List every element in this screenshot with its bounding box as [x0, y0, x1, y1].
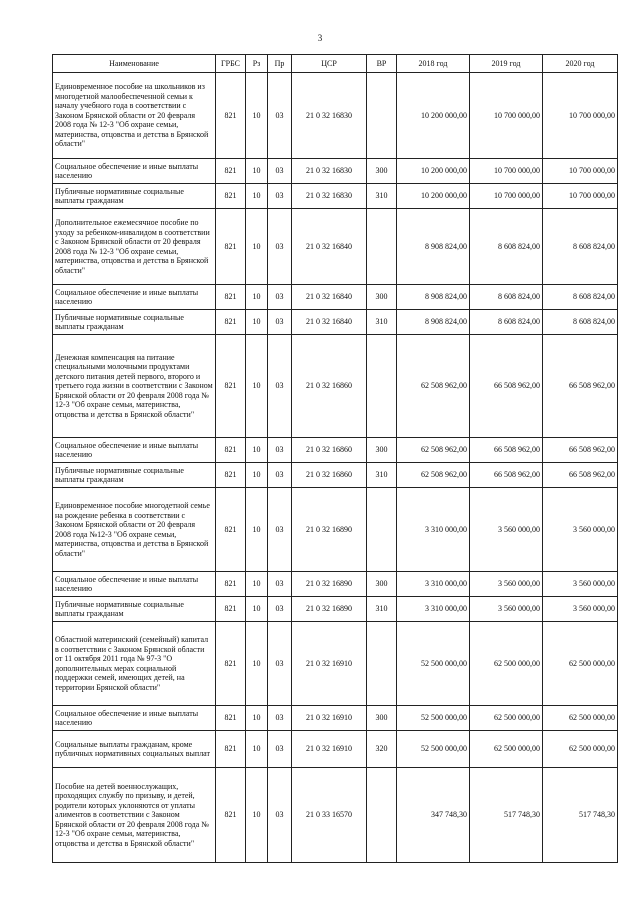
row-2018: 10 200 000,00 [397, 159, 470, 184]
row-name: Денежная компенсация на питание специальными молочными продуктами детского питания детей первого, второго и третьего года жизни в соответствии с Законом Брянской области от 20 февраля 2008 года № 12-3 "Об охране семьи, материнства, отцовства и детства в Брянской области" [53, 335, 216, 438]
row-rz: 10 [246, 597, 268, 622]
header-csr: ЦСР [292, 55, 367, 73]
row-csr: 21 0 32 16890 [292, 488, 367, 572]
row-grbs: 821 [216, 438, 246, 463]
row-grbs: 821 [216, 73, 246, 159]
row-grbs: 821 [216, 209, 246, 285]
row-pr: 03 [268, 310, 292, 335]
row-2020: 8 608 824,00 [543, 285, 618, 310]
row-2020: 3 560 000,00 [543, 572, 618, 597]
row-2018: 62 508 962,00 [397, 463, 470, 488]
row-rz: 10 [246, 184, 268, 209]
row-2018: 52 500 000,00 [397, 706, 470, 731]
row-name: Дополнительное ежемесячное пособие по уходу за ребенком-инвалидом в соответствии с Законом Брянской области от 20 февраля 2008 года № 12-3 "Об охране семьи, материнства, отцовства и детства в Брянской области" [53, 209, 216, 285]
row-rz: 10 [246, 159, 268, 184]
row-2018: 10 200 000,00 [397, 73, 470, 159]
row-rz: 10 [246, 731, 268, 768]
row-name: Единовременное пособие на школьников из многодетной малообеспеченной семьи к началу учебного года в соответствии с Законом Брянской области от 20 февраля 2008 года № 12-3 "Об охране семьи, материнства, отцовства и детства в Брянской области" [53, 73, 216, 159]
row-2019: 3 560 000,00 [470, 488, 543, 572]
table-row [53, 597, 618, 622]
row-2019: 66 508 962,00 [470, 463, 543, 488]
row-2020: 10 700 000,00 [543, 159, 618, 184]
row-2019: 62 500 000,00 [470, 622, 543, 706]
row-pr: 03 [268, 488, 292, 572]
row-2019: 10 700 000,00 [470, 73, 543, 159]
row-2019: 10 700 000,00 [470, 159, 543, 184]
row-csr: 21 0 32 16840 [292, 209, 367, 285]
row-vr: 300 [367, 438, 397, 463]
row-2018: 3 310 000,00 [397, 597, 470, 622]
row-pr: 03 [268, 597, 292, 622]
row-csr: 21 0 32 16830 [292, 159, 367, 184]
row-grbs: 821 [216, 463, 246, 488]
row-pr: 03 [268, 184, 292, 209]
row-2018: 3 310 000,00 [397, 488, 470, 572]
row-pr: 03 [268, 768, 292, 863]
row-2019: 517 748,30 [470, 768, 543, 863]
table-row [53, 488, 618, 572]
row-name: Социальное обеспечение и иные выплаты населению [53, 706, 216, 731]
row-vr [367, 209, 397, 285]
row-2018: 8 908 824,00 [397, 310, 470, 335]
row-rz: 10 [246, 310, 268, 335]
row-vr [367, 335, 397, 438]
table-header-row [53, 55, 618, 73]
row-2018: 52 500 000,00 [397, 622, 470, 706]
row-2019: 3 560 000,00 [470, 572, 543, 597]
row-name: Единовременное пособие многодетной семье на рождение ребенка в соответствии с Законом Брянской области от 20 февраля 2008 года №12-3 "Об охране семьи, материнства, отцовства и детства в Брянской области" [53, 488, 216, 572]
row-pr: 03 [268, 572, 292, 597]
row-csr: 21 0 32 16910 [292, 706, 367, 731]
row-2020: 62 500 000,00 [543, 731, 618, 768]
table-row [53, 310, 618, 335]
row-vr: 320 [367, 731, 397, 768]
row-name: Публичные нормативные социальные выплаты гражданам [53, 184, 216, 209]
header-pr: Пр [268, 55, 292, 73]
row-2018: 62 508 962,00 [397, 335, 470, 438]
row-csr: 21 0 32 16890 [292, 572, 367, 597]
row-2019: 62 500 000,00 [470, 731, 543, 768]
row-2019: 66 508 962,00 [470, 438, 543, 463]
table-row [53, 285, 618, 310]
row-csr: 21 0 32 16830 [292, 73, 367, 159]
row-rz: 10 [246, 285, 268, 310]
row-2020: 8 608 824,00 [543, 209, 618, 285]
table-row [53, 768, 618, 863]
row-vr: 310 [367, 184, 397, 209]
row-name: Социальные выплаты гражданам, кроме публичных нормативных социальных выплат [53, 731, 216, 768]
row-pr: 03 [268, 335, 292, 438]
row-csr: 21 0 32 16890 [292, 597, 367, 622]
row-grbs: 821 [216, 335, 246, 438]
header-2019: 2019 год [470, 55, 543, 73]
row-name: Публичные нормативные социальные выплаты гражданам [53, 597, 216, 622]
row-pr: 03 [268, 438, 292, 463]
row-2019: 66 508 962,00 [470, 335, 543, 438]
row-2018: 347 748,30 [397, 768, 470, 863]
row-rz: 10 [246, 463, 268, 488]
row-csr: 21 0 33 16570 [292, 768, 367, 863]
row-2020: 66 508 962,00 [543, 463, 618, 488]
table-row [53, 622, 618, 706]
table-row [53, 184, 618, 209]
row-vr [367, 622, 397, 706]
table-row [53, 335, 618, 438]
row-pr: 03 [268, 285, 292, 310]
row-2018: 10 200 000,00 [397, 184, 470, 209]
row-grbs: 821 [216, 572, 246, 597]
row-grbs: 821 [216, 706, 246, 731]
header-rz: Рз [246, 55, 268, 73]
row-csr: 21 0 32 16910 [292, 731, 367, 768]
row-grbs: 821 [216, 622, 246, 706]
header-name: Наименование [53, 55, 216, 73]
row-2020: 62 500 000,00 [543, 622, 618, 706]
row-rz: 10 [246, 572, 268, 597]
row-rz: 10 [246, 209, 268, 285]
table-row [53, 731, 618, 768]
row-vr [367, 768, 397, 863]
row-2020: 10 700 000,00 [543, 73, 618, 159]
row-csr: 21 0 32 16860 [292, 335, 367, 438]
row-rz: 10 [246, 73, 268, 159]
row-csr: 21 0 32 16840 [292, 310, 367, 335]
row-2019: 3 560 000,00 [470, 597, 543, 622]
row-pr: 03 [268, 731, 292, 768]
row-vr: 310 [367, 463, 397, 488]
row-2018: 62 508 962,00 [397, 438, 470, 463]
row-pr: 03 [268, 209, 292, 285]
row-name: Социальное обеспечение и иные выплаты населению [53, 572, 216, 597]
row-vr: 300 [367, 159, 397, 184]
row-rz: 10 [246, 488, 268, 572]
row-grbs: 821 [216, 184, 246, 209]
row-vr: 300 [367, 572, 397, 597]
row-grbs: 821 [216, 310, 246, 335]
row-rz: 10 [246, 438, 268, 463]
row-csr: 21 0 32 16860 [292, 438, 367, 463]
table-row [53, 463, 618, 488]
row-rz: 10 [246, 768, 268, 863]
table-row [53, 209, 618, 285]
row-csr: 21 0 32 16830 [292, 184, 367, 209]
header-2020: 2020 год [543, 55, 618, 73]
row-2018: 52 500 000,00 [397, 731, 470, 768]
row-name: Публичные нормативные социальные выплаты гражданам [53, 310, 216, 335]
row-2018: 8 908 824,00 [397, 285, 470, 310]
row-vr [367, 73, 397, 159]
row-grbs: 821 [216, 159, 246, 184]
row-pr: 03 [268, 463, 292, 488]
row-2019: 8 608 824,00 [470, 209, 543, 285]
row-name: Публичные нормативные социальные выплаты гражданам [53, 463, 216, 488]
header-vr: ВР [367, 55, 397, 73]
header-2018: 2018 год [397, 55, 470, 73]
row-2019: 62 500 000,00 [470, 706, 543, 731]
row-name: Социальное обеспечение и иные выплаты населению [53, 159, 216, 184]
row-grbs: 821 [216, 768, 246, 863]
row-csr: 21 0 32 16860 [292, 463, 367, 488]
row-2020: 10 700 000,00 [543, 184, 618, 209]
row-grbs: 821 [216, 597, 246, 622]
table-row [53, 73, 618, 159]
row-grbs: 821 [216, 731, 246, 768]
row-grbs: 821 [216, 285, 246, 310]
row-rz: 10 [246, 335, 268, 438]
row-2019: 8 608 824,00 [470, 310, 543, 335]
row-csr: 21 0 32 16910 [292, 622, 367, 706]
row-vr: 310 [367, 310, 397, 335]
row-2020: 3 560 000,00 [543, 597, 618, 622]
row-2018: 3 310 000,00 [397, 572, 470, 597]
row-2020: 66 508 962,00 [543, 335, 618, 438]
row-name: Социальное обеспечение и иные выплаты населению [53, 285, 216, 310]
row-2020: 66 508 962,00 [543, 438, 618, 463]
row-vr: 300 [367, 285, 397, 310]
row-pr: 03 [268, 159, 292, 184]
table-row [53, 706, 618, 731]
row-rz: 10 [246, 622, 268, 706]
row-pr: 03 [268, 73, 292, 159]
row-2020: 62 500 000,00 [543, 706, 618, 731]
row-vr: 310 [367, 597, 397, 622]
table-row [53, 159, 618, 184]
row-vr: 300 [367, 706, 397, 731]
row-rz: 10 [246, 706, 268, 731]
row-name: Социальное обеспечение и иные выплаты населению [53, 438, 216, 463]
page-number: 3 [317, 33, 323, 43]
row-name: Пособие на детей военнослужащих, проходящих службу по призыву, и детей, родители которых уклоняются от уплаты алиментов в соответствии с Законом Брянской области от 20 февраля 2008 года № 12-3 "Об охране семьи, материнства, отцовства и детства в Брянской области" [53, 768, 216, 863]
row-pr: 03 [268, 706, 292, 731]
row-pr: 03 [268, 622, 292, 706]
row-2019: 8 608 824,00 [470, 285, 543, 310]
row-vr [367, 488, 397, 572]
row-csr: 21 0 32 16840 [292, 285, 367, 310]
row-name: Областной материнский (семейный) капитал в соответствии с Законом Брянской области от 11 октября 2011 года № 97-3 "О дополнительных мерах социальной поддержки семей, имеющих детей, на территории Брянской области" [53, 622, 216, 706]
row-2020: 8 608 824,00 [543, 310, 618, 335]
row-grbs: 821 [216, 488, 246, 572]
row-2020: 3 560 000,00 [543, 488, 618, 572]
row-2019: 10 700 000,00 [470, 184, 543, 209]
table-row [53, 572, 618, 597]
table-row [53, 438, 618, 463]
header-grbs: ГРБС [216, 55, 246, 73]
budget-table [52, 54, 618, 863]
row-2020: 517 748,30 [543, 768, 618, 863]
row-2018: 8 908 824,00 [397, 209, 470, 285]
